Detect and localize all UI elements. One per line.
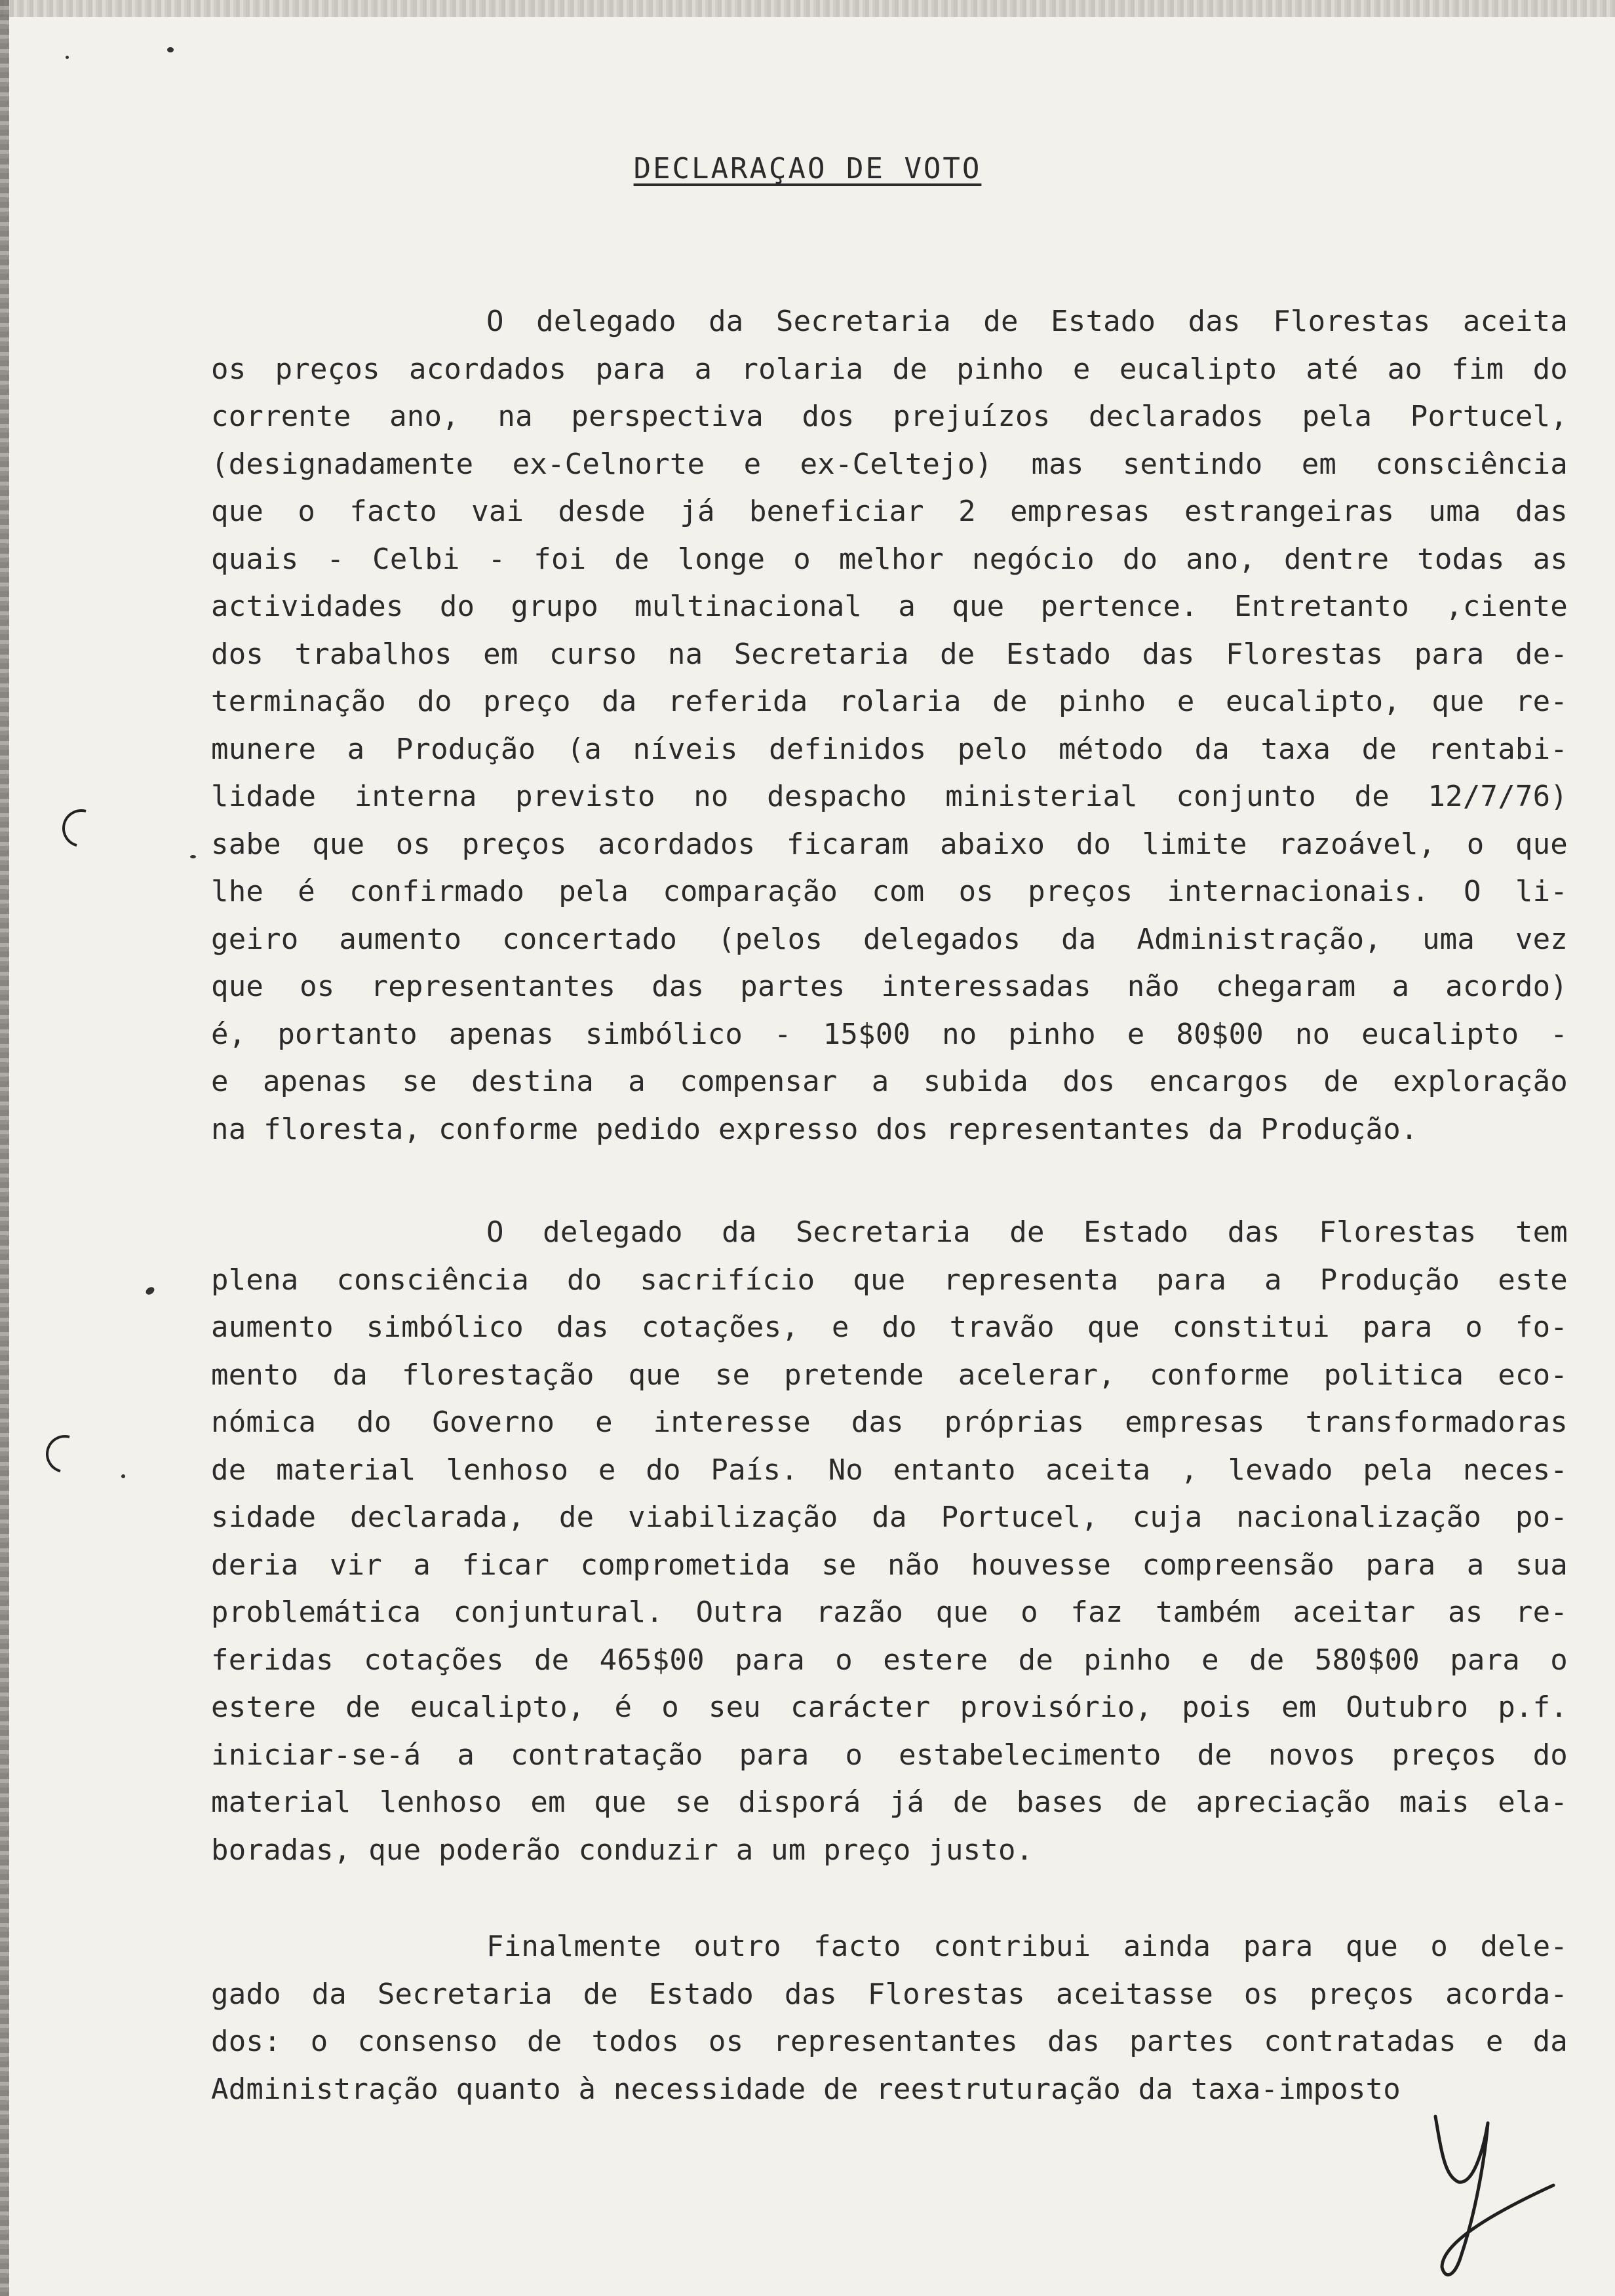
text-line: mento da florestação que se pretende acelerar, conforme politica eco-	[211, 1358, 1568, 1392]
text-line: Administração quanto à necessidade de reestruturação da taxa-imposto	[211, 2072, 1401, 2106]
scan-edge-top	[0, 0, 1615, 17]
document-title: DECLARAÇAO DE VOTO	[633, 152, 982, 185]
text-line: boradas, que poderão conduzir a um preço justo.	[211, 1833, 1034, 1867]
punch-hole-mark	[55, 802, 107, 854]
scan-edge-left	[0, 0, 9, 2296]
text-line: que o facto vai desde já beneficiar 2 empresas estrangeiras uma das	[211, 495, 1568, 528]
text-line: gado da Secretaria de Estado das Florestas aceitasse os preços acorda-	[211, 1977, 1568, 2011]
text-line: dos: o consenso de todos os representantes das partes contratadas e da	[211, 2025, 1568, 2058]
text-line: é, portanto apenas simbólico - 15$00 no pinho e 80$00 no eucalipto -	[211, 1017, 1568, 1051]
signature-initials	[1422, 2103, 1573, 2287]
text-line: geiro aumento concertado (pelos delegados da Administração, uma vez	[211, 922, 1568, 956]
scan-speck	[66, 56, 69, 59]
text-line: quais - Celbi - foi de longe o melhor negócio do ano, dentre todas as	[211, 542, 1568, 576]
scan-speck	[167, 47, 174, 52]
text-line: sabe que os preços acordados ficaram abaixo do limite razoável, o que	[211, 827, 1568, 861]
text-line: de material lenhoso e do País. No entanto aceita , levado pela neces-	[211, 1453, 1568, 1487]
text-line: aumento simbólico das cotações, e do travão que constitui para o fo-	[211, 1311, 1568, 1344]
text-line: problemática conjuntural. Outra razão que o faz também aceitar as re-	[211, 1596, 1568, 1629]
punch-hole-mark	[39, 1428, 90, 1480]
scan-speck	[121, 1474, 125, 1478]
text-line: sidade declarada, de viabilização da Portucel, cuja nacionalização po-	[211, 1501, 1568, 1534]
text-line: (designadamente ex-Celnorte e ex-Celtejo) mas sentindo em consciência	[211, 447, 1568, 481]
text-line: terminação do preço da referida rolaria de pinho e eucalipto, que re-	[211, 685, 1568, 718]
text-line: plena consciência do sacrifício que representa para a Produção este	[211, 1263, 1568, 1297]
text-line: O delegado da Secretaria de Estado das Florestas tem	[486, 1215, 1568, 1249]
text-line: estere de eucalipto, é o seu carácter provisório, pois em Outubro p.f.	[211, 1691, 1568, 1724]
scan-speck	[144, 1286, 155, 1296]
text-line: nómica do Governo e interesse das próprias empresas transformadoras	[211, 1406, 1568, 1439]
text-line: deria vir a ficar comprometida se não houvesse compreensão para a sua	[211, 1548, 1568, 1582]
text-line: na floresta, conforme pedido expresso dos representantes da Produção.	[211, 1112, 1418, 1146]
text-line: corrente ano, na perspectiva dos prejuízos declarados pela Portucel,	[211, 400, 1568, 433]
text-line: lhe é confirmado pela comparação com os preços internacionais. O li-	[211, 875, 1568, 908]
text-line: os preços acordados para a rolaria de pinho e eucalipto até ao fim do	[211, 352, 1568, 386]
text-line: feridas cotações de 465$00 para o estere de pinho e de 580$00 para o	[211, 1643, 1568, 1677]
paragraph-3	[211, 1923, 1568, 2113]
text-line: dos trabalhos em curso na Secretaria de Estado das Florestas para de-	[211, 637, 1568, 671]
paragraph-2	[211, 1209, 1568, 1874]
text-line: O delegado da Secretaria de Estado das Florestas aceita	[486, 305, 1568, 338]
text-line: munere a Produção (a níveis definidos pelo método da taxa de rentabi-	[211, 732, 1568, 766]
text-line: lidade interna previsto no despacho ministerial conjunto de 12/7/76)	[211, 780, 1568, 813]
text-line: material lenhoso em que se disporá já de bases de apreciação mais ela-	[211, 1786, 1568, 1819]
paragraph-1	[211, 298, 1568, 1153]
text-line: actividades do grupo multinacional a que pertence. Entretanto ,ciente	[211, 590, 1568, 623]
text-line: que os representantes das partes interessadas não chegaram a acordo)	[211, 970, 1568, 1003]
text-line: e apenas se destina a compensar a subida dos encargos de exploração	[211, 1065, 1568, 1098]
text-line: iniciar-se-á a contratação para o estabelecimento de novos preços do	[211, 1738, 1568, 1772]
scan-speck	[190, 855, 196, 858]
text-line: Finalmente outro facto contribui ainda para que o dele-	[486, 1930, 1568, 1963]
